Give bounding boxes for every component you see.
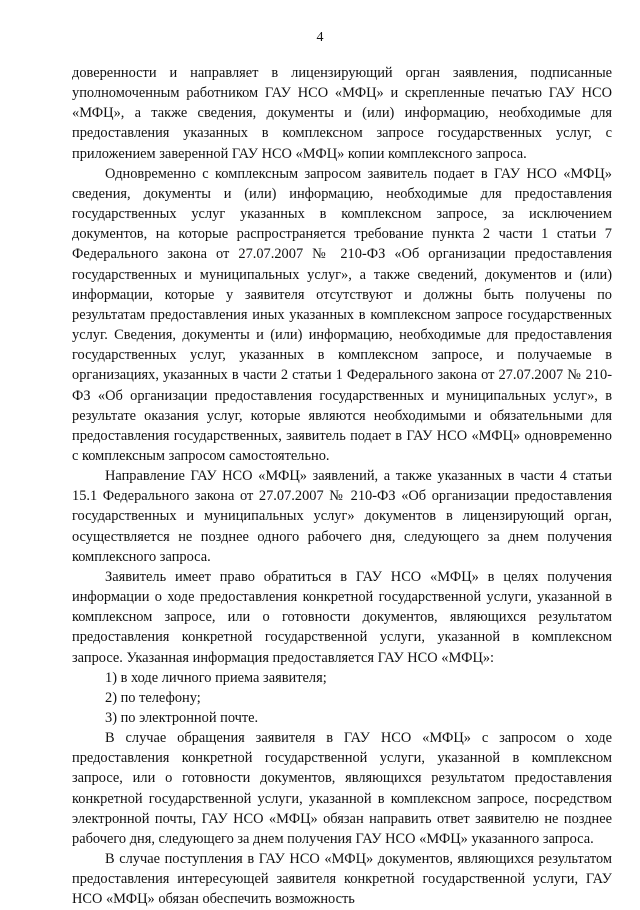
paragraph-simultaneous-submission: Одновременно с комплексным запросом заявитель подает в ГАУ НСО «МФЦ» сведения, документы и (или) информацию, необходимые для предоставления государственных услуг указанных в комплексном запросе, за исключением документов, на которые распространяется требование пункта 2 части 1 статьи 7 Федерального закона от 27.07.2007 № 210-ФЗ «Об организации предоставления государственных и муниципальных услуг», а также сведений, документов и (или) информации, которые у заявителя отсутствуют и должны быть получены по результатам предоставления иных указанных в комплексном запросе государственных услуг. Сведения, документы и (или) информацию, необходимые для предоставления государственных услуг, указанных в комплексном запросе, и получаемые в организациях, указанных в части 2 статьи 1 Федерального закона от 27.07.2007 № 210-ФЗ «Об организации предоставления государственных и муниципальных услуг», в результате оказания услуг, которые являются необходимыми и обязательными для предоставления государственных, заявитель подает в ГАУ НСО «МФЦ» одновременно с комплексным запросом самостоятельно. <box>72 165 612 464</box>
document-body <box>72 63 612 910</box>
paragraph-receipt-of-documents: В случае поступления в ГАУ НСО «МФЦ» документов, являющихся результатом предоставления интересующей заявителя конкретной государственной услуги, ГАУ НСО «МФЦ» обязан обеспечить возможность <box>72 851 612 908</box>
paragraph-sending-applications: Направление ГАУ НСО «МФЦ» заявлений, а также указанных в части 4 статьи 15.1 Федерального закона от 27.07.2007 № 210-ФЗ «Об организации предоставления государственных и муниципальных услуг» документов в лицензирующий орган, осуществляется не позднее одного рабочего дня, следующего за днем получения комплексного запроса. <box>72 468 612 565</box>
list-item: 1) в ходе личного приема заявителя; <box>105 669 327 686</box>
page-number: 4 <box>316 30 324 45</box>
list-item: 2) по телефону; <box>105 689 201 706</box>
paragraph-continuation: доверенности и направляет в лицензирующий орган заявления, подписанные уполномоченным работником ГАУ НСО «МФЦ» и скрепленные печатью ГАУ НСО «МФЦ», а также сведения, документы и (или) информацию, необходимые для предоставления указанных в комплексном запросе государственных услуг, с приложением заверенной ГАУ НСО «МФЦ» копии комплексного запроса. <box>72 65 612 162</box>
paragraph-email-request: В случае обращения заявителя в ГАУ НСО «МФЦ» с запросом о ходе предоставления конкретной государственной услуги, указанной в комплексном запросе, или о готовности документов, являющихся результатом предоставления конкретной государственной услуги, указанной в комплексном запросе, посредством электронной почты, ГАУ НСО «МФЦ» обязан направить ответ заявителю не позднее рабочего дня, следующего за днем получения ГАУ НСО «МФЦ» указанного запроса. <box>72 730 612 847</box>
list-item: 3) по электронной почте. <box>105 710 259 726</box>
paragraph-right-to-request-info: Заявитель имеет право обратиться в ГАУ НСО «МФЦ» в целях получения информации о ходе предоставления конкретной государственной услуги, указанной в комплексном запросе, или о готовности документов, являющихся результатом предоставления конкретной государственной услуги, указанной в комплексном запросе. Указанная информация предоставляется ГАУ НСО «МФЦ»: <box>72 568 612 666</box>
